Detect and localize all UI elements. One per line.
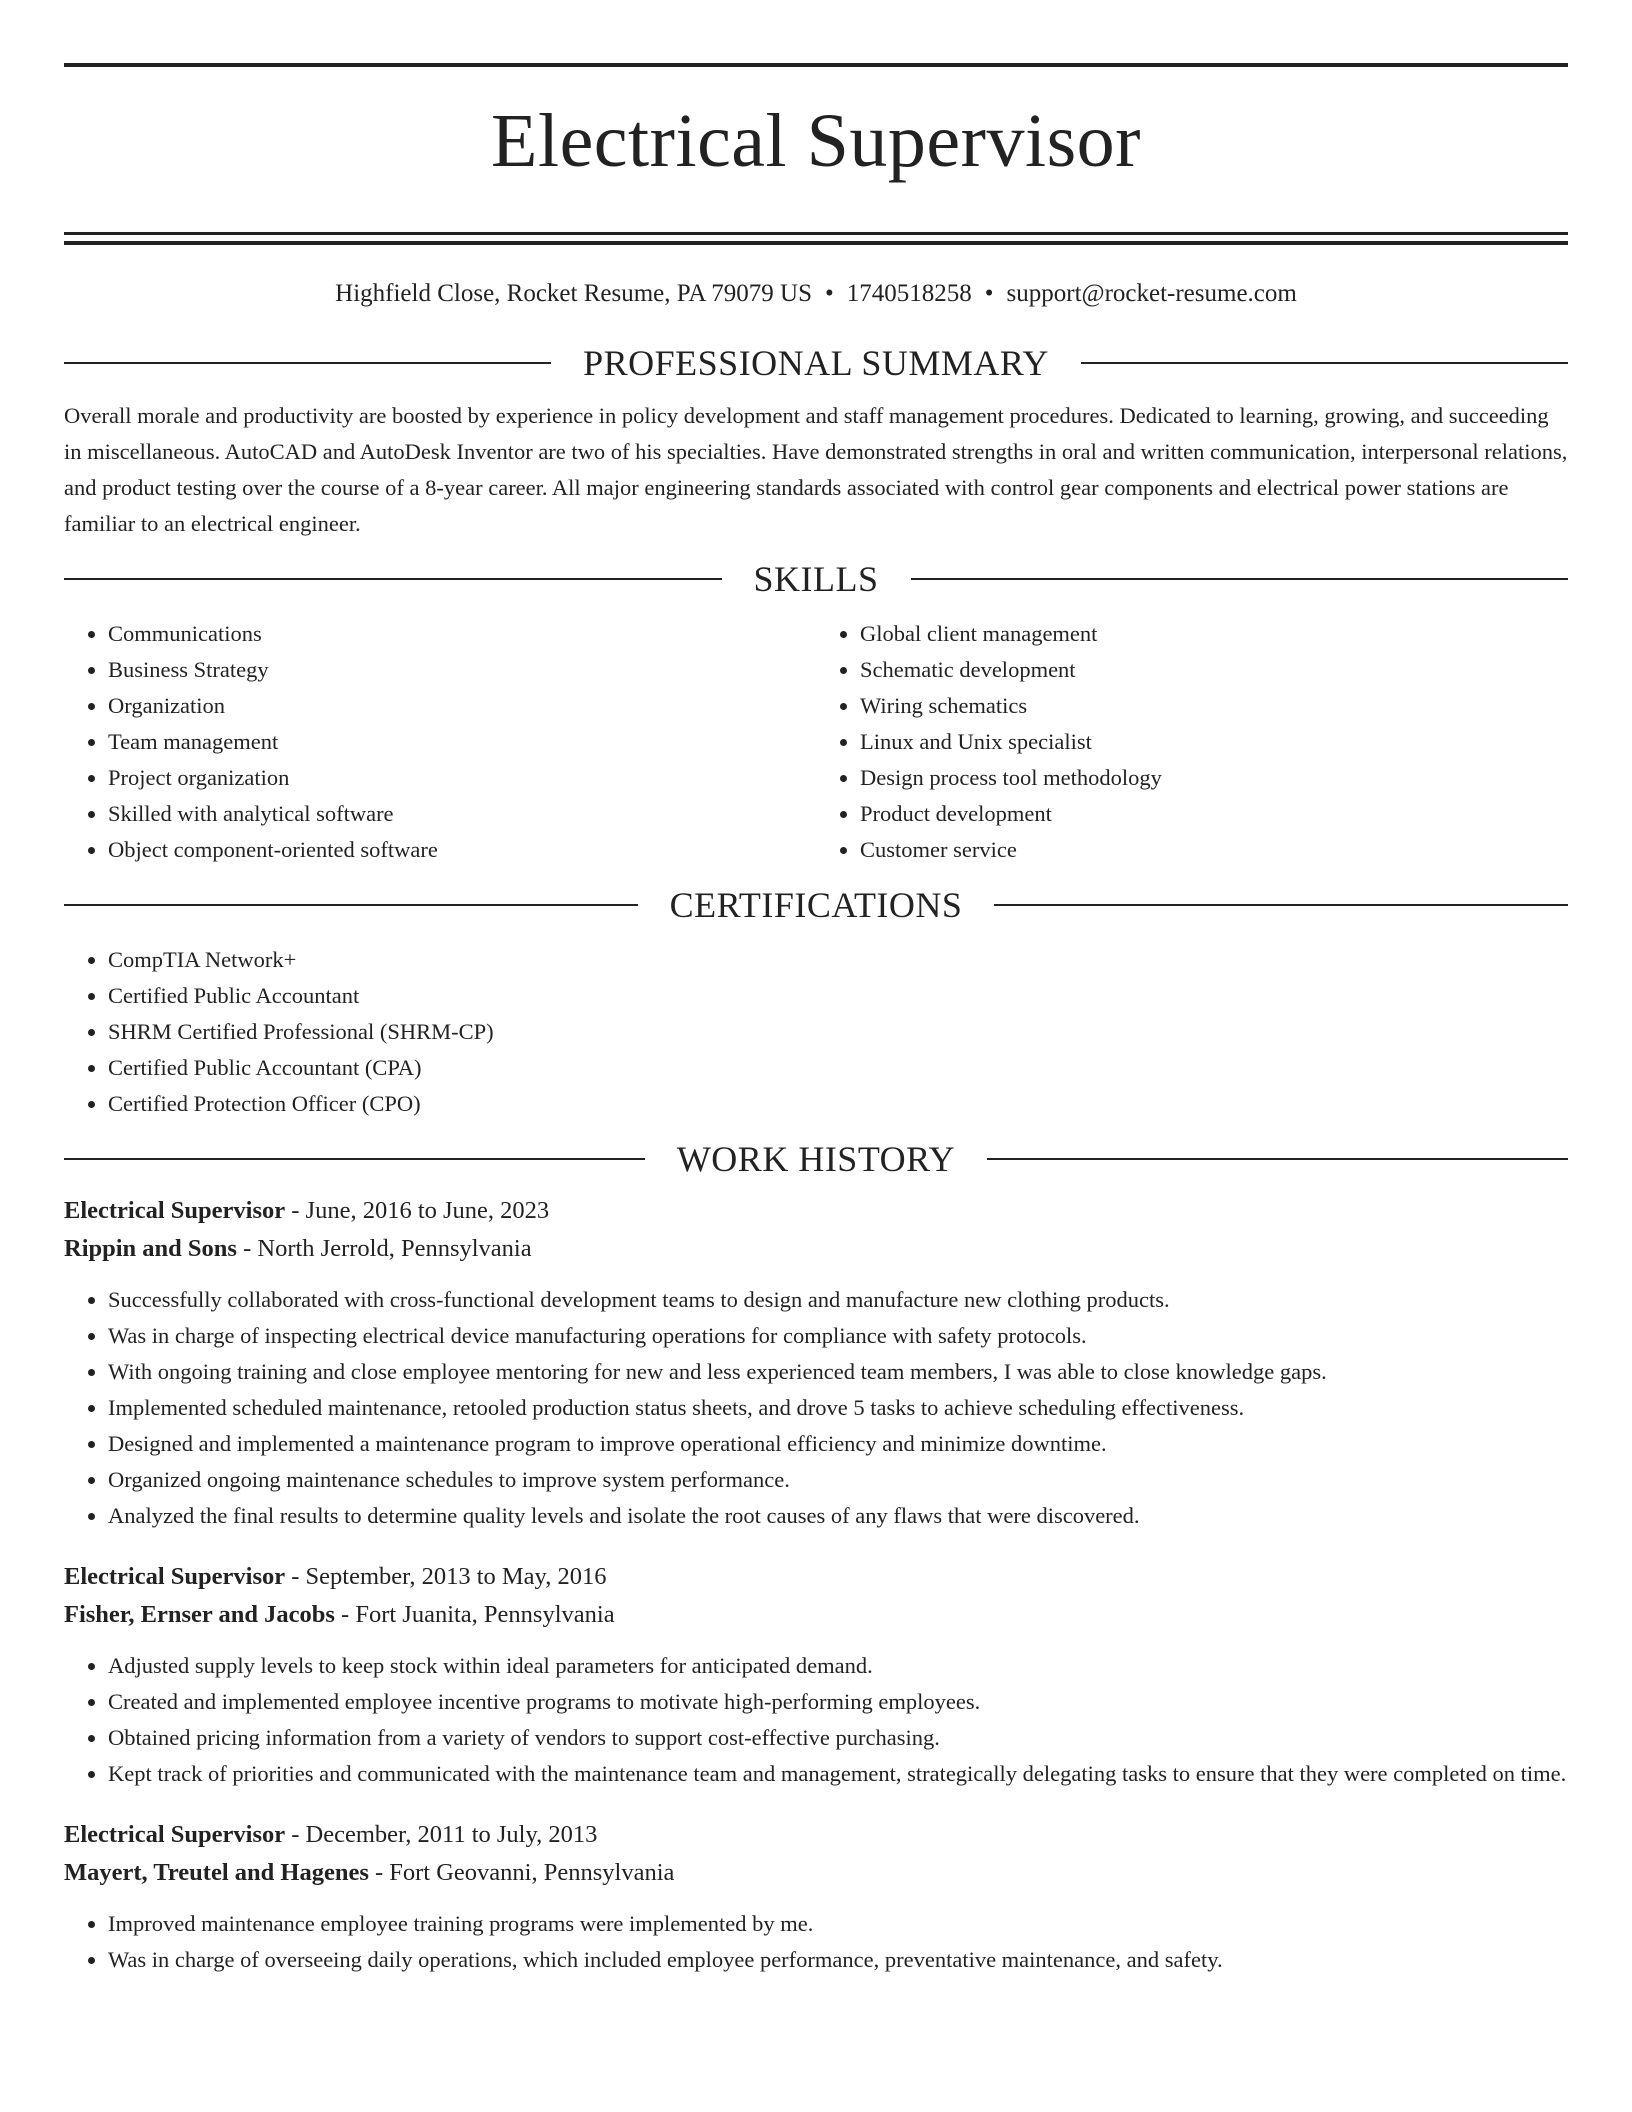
skill-item: • Product development <box>860 796 1568 832</box>
skill-item: • Business Strategy <box>108 652 816 688</box>
job-location: - Fort Geovanni, Pennsylvania <box>368 1858 675 1886</box>
section-rule-right <box>987 1158 1568 1160</box>
job-bullet-item: • Obtained pricing information from a variety of vendors to support cost-effective purchasing. <box>108 1720 1568 1756</box>
summary-text: Overall morale and productivity are boosted by experience in policy development and staff management procedures. Dedicated to learning, growing, and succeeding in miscellaneous. AutoCAD and AutoDesk Inventor are two of his specialties. Have demonstrated strengths in oral and written communication, interpersonal relations, and product testing over the course of a 8-year career. All major engineering standards associated with control gear components and electrical power stations are familiar to an electrical engineer. <box>64 402 1568 536</box>
certification-item: • SHRM Certified Professional (SHRM-CP) <box>108 1014 1568 1050</box>
job-dates: - June, 2016 to June, 2023 <box>285 1196 550 1224</box>
job-bullet-item: • With ongoing training and close employee mentoring for new and less experienced team members, I was able to close knowledge gaps. <box>108 1354 1568 1390</box>
job-title: Electrical Supervisor <box>64 1562 286 1590</box>
skill-item: • Wiring schematics <box>860 688 1568 724</box>
page-title: Electrical Supervisor <box>491 99 1141 183</box>
job-title: Electrical Supervisor <box>64 1820 286 1848</box>
job-bullet-item: • Created and implemented employee incentive programs to motivate high-performing employees. <box>108 1684 1568 1720</box>
skill-item: • Project organization <box>108 760 816 796</box>
section-rule-left <box>64 1158 645 1160</box>
skill-item: • Design process tool methodology <box>860 760 1568 796</box>
work-history-heading: WORK HISTORY <box>676 1138 956 1179</box>
header-top-rule <box>64 63 1568 67</box>
job-bullet-item: • Was in charge of inspecting electrical device manufacturing operations for compliance with safety protocols. <box>108 1318 1568 1354</box>
certification-item: • Certified Protection Officer (CPO) <box>108 1086 1568 1122</box>
section-rule-left <box>64 578 722 580</box>
work-history-section-header <box>64 1138 1568 1180</box>
skills-section-header <box>64 558 1568 600</box>
job-company: Mayert, Treutel and Hagenes <box>64 1858 369 1886</box>
skill-item: • Linux and Unix specialist <box>860 724 1568 760</box>
section-rule-right <box>911 578 1569 580</box>
skill-item: • Object component-oriented software <box>108 832 816 868</box>
skills-grid <box>64 616 1568 868</box>
certification-item: • CompTIA Network+ <box>108 942 1568 978</box>
job-bullet-item: • Adjusted supply levels to keep stock within ideal parameters for anticipated demand. <box>108 1648 1568 1684</box>
work-history-list <box>64 1192 1568 1978</box>
certification-item: • Certified Public Accountant (CPA) <box>108 1050 1568 1086</box>
skills-list-right <box>816 616 1568 868</box>
skill-item: • Organization <box>108 688 816 724</box>
certifications-section-header <box>64 884 1568 926</box>
job-bullet-item: • Organized ongoing maintenance schedules to improve system performance. <box>108 1462 1568 1498</box>
job-bullets <box>64 1648 1568 1792</box>
job-title-line <box>64 1558 1568 1596</box>
section-rule-left <box>64 362 551 364</box>
job-entry <box>64 1192 1568 1534</box>
job-bullet-item: • Kept track of priorities and communicated with the maintenance team and management, strategically delegating tasks to ensure that they were completed on time. <box>108 1756 1568 1792</box>
section-rule-left <box>64 904 638 906</box>
skill-item: • Team management <box>108 724 816 760</box>
section-rule-right <box>994 904 1568 906</box>
contact-separator: • <box>984 279 994 307</box>
certification-item: • Certified Public Accountant <box>108 978 1568 1014</box>
certifications-heading: CERTIFICATIONS <box>669 884 963 925</box>
contact-separator: • <box>825 279 834 307</box>
job-bullet-item: • Was in charge of overseeing daily operations, which included employee performance, preventative maintenance, and safety. <box>108 1942 1568 1978</box>
job-company-line <box>64 1596 1568 1634</box>
job-entry <box>64 1558 1568 1792</box>
job-location: - North Jerrold, Pennsylvania <box>236 1234 532 1262</box>
section-rule-right <box>1081 362 1568 364</box>
skill-item: • Skilled with analytical software <box>108 796 816 832</box>
job-bullet-item: • Implemented scheduled maintenance, retooled production status sheets, and drove 5 tasks to achieve scheduling effectiveness. <box>108 1390 1568 1426</box>
header-bottom-rule-thick <box>64 241 1568 245</box>
job-bullet-item: • Designed and implemented a maintenance program to improve operational efficiency and minimize downtime. <box>108 1426 1568 1462</box>
certifications-list <box>64 942 1568 1122</box>
job-bullets <box>64 1906 1568 1978</box>
job-title-line <box>64 1816 1568 1854</box>
contact-line <box>64 279 1568 309</box>
job-bullet-item: • Analyzed the final results to determine quality levels and isolate the root causes of any flaws that were discovered. <box>108 1498 1568 1534</box>
skill-item: • Schematic development <box>860 652 1568 688</box>
job-dates: - September, 2013 to May, 2016 <box>285 1562 607 1590</box>
contact-address: Highfield Close, Rocket Resume, PA 79079 US <box>335 279 813 307</box>
job-dates: - December, 2011 to July, 2013 <box>285 1820 598 1848</box>
job-company: Rippin and Sons <box>64 1234 237 1262</box>
job-title-line <box>64 1192 1568 1230</box>
resume-page <box>64 0 1568 1978</box>
summary-section-header <box>64 342 1568 384</box>
job-company-line <box>64 1854 1568 1892</box>
contact-phone: 1740518258 <box>846 279 972 307</box>
summary-heading: PROFESSIONAL SUMMARY <box>583 342 1049 383</box>
job-company-line <box>64 1230 1568 1268</box>
job-bullets <box>64 1282 1568 1534</box>
job-bullet-item: • Improved maintenance employee training programs were implemented by me. <box>108 1906 1568 1942</box>
header-bottom-rule <box>64 232 1568 235</box>
job-bullet-item: • Successfully collaborated with cross-functional development teams to design and manufacture new clothing products. <box>108 1282 1568 1318</box>
skill-item: • Global client management <box>860 616 1568 652</box>
skills-heading: SKILLS <box>753 558 879 599</box>
skill-item: • Customer service <box>860 832 1568 868</box>
skill-item: • Communications <box>108 616 816 652</box>
job-company: Fisher, Ernser and Jacobs <box>64 1600 335 1628</box>
job-title: Electrical Supervisor <box>64 1196 286 1224</box>
job-entry <box>64 1816 1568 1978</box>
job-location: - Fort Juanita, Pennsylvania <box>334 1600 615 1628</box>
contact-email: support@rocket-resume.com <box>1006 279 1297 307</box>
skills-list-left <box>64 616 816 868</box>
